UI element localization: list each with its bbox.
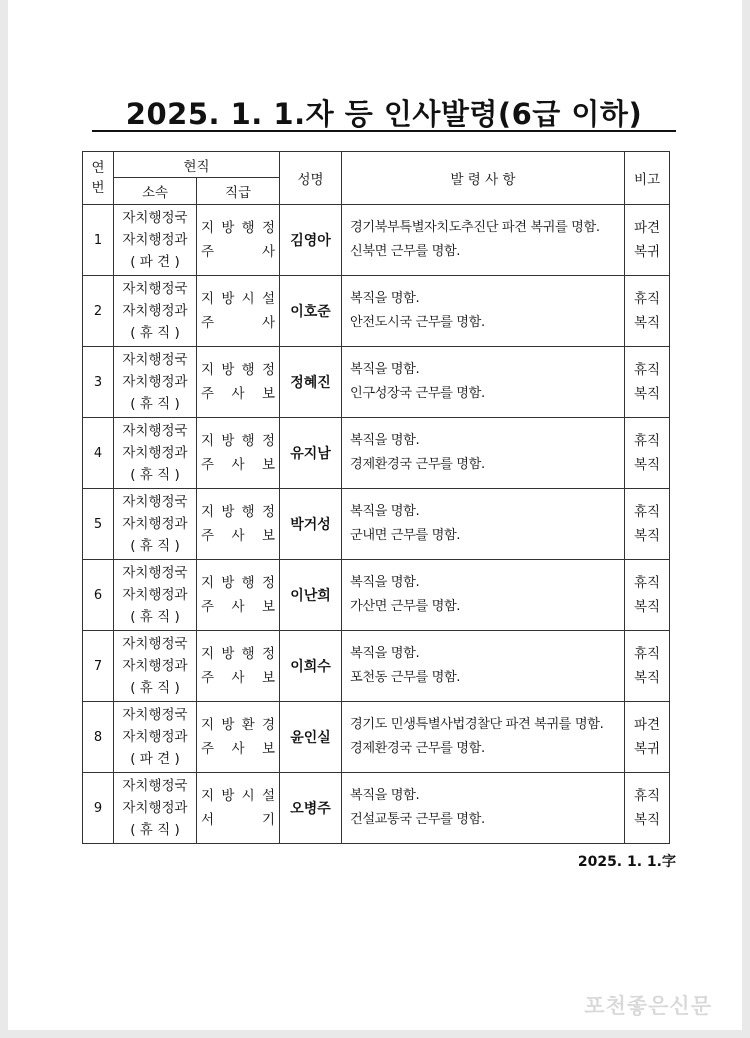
row-rank xyxy=(197,773,280,844)
dept-division: 자치행정과 xyxy=(122,729,188,745)
rank-char: 보 xyxy=(261,386,275,402)
rank-line-2 xyxy=(201,453,275,477)
rank-char: 행 xyxy=(241,504,255,520)
row-number: 1 xyxy=(83,205,114,276)
rank-char: 사 xyxy=(261,315,275,331)
rank-char: 방 xyxy=(221,362,235,378)
row-number: 3 xyxy=(83,347,114,418)
rank-line-2 xyxy=(201,737,275,761)
row-rank xyxy=(197,276,280,347)
rank-char: 주 xyxy=(201,741,215,757)
rank-char: 주 xyxy=(201,670,215,686)
rank-char: 방 xyxy=(221,788,235,804)
rank-char: 사 xyxy=(231,599,245,615)
dept-bureau: 자치행정국 xyxy=(122,281,188,297)
rank-char: 주 xyxy=(201,599,215,615)
dept-bureau: 자치행정국 xyxy=(122,494,188,510)
detail-line-2: 경제환경국 근무를 명함. xyxy=(350,457,485,472)
header-dept: 소속 xyxy=(114,178,197,205)
rank-char: 정 xyxy=(261,575,275,591)
dept-division: 자치행정과 xyxy=(122,445,188,461)
rank-line-2 xyxy=(201,808,275,832)
rank-char: 지 xyxy=(201,504,215,520)
note-line-1: 휴직 xyxy=(633,646,661,662)
rank-line-1 xyxy=(201,287,275,311)
note-line-1: 파견 xyxy=(633,717,661,733)
rank-char: 설 xyxy=(261,788,275,804)
rank-char: 보 xyxy=(261,457,275,473)
rank-char: 정 xyxy=(261,646,275,662)
row-name: 이희수 xyxy=(280,631,342,702)
rank-char: 방 xyxy=(221,504,235,520)
row-dept xyxy=(114,489,197,560)
detail-line-1: 경기도 민생특별사법경찰단 파견 복귀를 명함. xyxy=(350,717,604,732)
rank-char: 지 xyxy=(201,433,215,449)
row-number: 2 xyxy=(83,276,114,347)
rank-char: 정 xyxy=(261,433,275,449)
dept-status: ( 휴 직 ) xyxy=(130,538,180,554)
note-line-1: 휴직 xyxy=(633,291,661,307)
detail-line-2: 경제환경국 근무를 명함. xyxy=(350,741,485,756)
rank-char: 보 xyxy=(261,528,275,544)
row-note xyxy=(625,418,670,489)
rank-char: 시 xyxy=(241,788,255,804)
rank-char: 사 xyxy=(231,670,245,686)
header-no xyxy=(83,152,114,205)
rank-line-2 xyxy=(201,595,275,619)
dept-status: ( 파 견 ) xyxy=(130,254,180,270)
dept-division: 자치행정과 xyxy=(122,303,188,319)
note-line-2: 복직 xyxy=(633,670,661,686)
row-name: 윤인실 xyxy=(280,702,342,773)
row-details xyxy=(342,702,625,773)
rank-char: 서 xyxy=(201,812,215,828)
footer-date: 2025. 1. 1.字 xyxy=(577,854,676,870)
table-row xyxy=(83,347,670,418)
row-note xyxy=(625,276,670,347)
watermark-logo: 포천좋은신문 xyxy=(584,994,712,1018)
detail-line-2: 포천동 근무를 명함. xyxy=(350,670,461,685)
rank-line-1 xyxy=(201,429,275,453)
detail-line-1: 복직을 명함. xyxy=(350,362,420,377)
rank-char: 주 xyxy=(201,457,215,473)
row-note xyxy=(625,631,670,702)
dept-division: 자치행정과 xyxy=(122,232,188,248)
rank-char: 방 xyxy=(221,717,235,733)
row-name: 김영아 xyxy=(280,205,342,276)
dept-division: 자치행정과 xyxy=(122,516,188,532)
row-name: 이난희 xyxy=(280,560,342,631)
table-row xyxy=(83,631,670,702)
dept-bureau: 자치행정국 xyxy=(122,565,188,581)
note-line-1: 휴직 xyxy=(633,362,661,378)
rank-line-1 xyxy=(201,571,275,595)
rank-char: 경 xyxy=(261,717,275,733)
rank-line-1 xyxy=(201,358,275,382)
rank-char: 사 xyxy=(261,244,275,260)
note-line-1: 휴직 xyxy=(633,504,661,520)
row-dept xyxy=(114,560,197,631)
row-number: 9 xyxy=(83,773,114,844)
header-current: 현직 xyxy=(114,152,280,178)
row-name: 박거성 xyxy=(280,489,342,560)
table-row xyxy=(83,276,670,347)
row-details xyxy=(342,489,625,560)
note-line-1: 파견 xyxy=(633,220,661,236)
row-name: 이호준 xyxy=(280,276,342,347)
header-rank: 직급 xyxy=(197,178,280,205)
rank-line-2 xyxy=(201,311,275,335)
table-row xyxy=(83,773,670,844)
row-name: 정혜진 xyxy=(280,347,342,418)
row-details xyxy=(342,560,625,631)
rank-char: 지 xyxy=(201,291,215,307)
dept-bureau: 자치행정국 xyxy=(122,210,188,226)
note-line-1: 휴직 xyxy=(633,788,661,804)
detail-line-1: 복직을 명함. xyxy=(350,291,420,306)
rank-char: 주 xyxy=(201,315,215,331)
row-dept xyxy=(114,773,197,844)
note-line-2: 복직 xyxy=(633,457,661,473)
rank-char: 주 xyxy=(201,386,215,402)
detail-line-2: 인구성장국 근무를 명함. xyxy=(350,386,485,401)
row-details xyxy=(342,773,625,844)
row-name: 오병주 xyxy=(280,773,342,844)
rank-char: 지 xyxy=(201,362,215,378)
rank-char: 사 xyxy=(231,386,245,402)
rank-char: 사 xyxy=(231,741,245,757)
dept-status: ( 파 견 ) xyxy=(130,751,180,767)
page-title: 2025. 1. 1.자 등 인사발령(6급 이하) xyxy=(125,97,643,131)
rank-char: 정 xyxy=(261,220,275,236)
header-no-text: 연번 xyxy=(91,160,105,196)
detail-line-1: 복직을 명함. xyxy=(350,575,420,590)
row-note xyxy=(625,347,670,418)
row-number: 7 xyxy=(83,631,114,702)
detail-line-2: 군내면 근무를 명함. xyxy=(350,528,461,543)
rank-char: 행 xyxy=(241,433,255,449)
rank-char: 사 xyxy=(231,457,245,473)
row-note xyxy=(625,702,670,773)
rank-char: 설 xyxy=(261,291,275,307)
dept-division: 자치행정과 xyxy=(122,374,188,390)
detail-line-2: 건설교통국 근무를 명함. xyxy=(350,812,485,827)
rank-char: 지 xyxy=(201,646,215,662)
dept-status: ( 휴 직 ) xyxy=(130,822,180,838)
rank-char: 보 xyxy=(261,599,275,615)
detail-line-1: 복직을 명함. xyxy=(350,433,420,448)
note-line-2: 복직 xyxy=(633,599,661,615)
note-line-2: 복직 xyxy=(633,386,661,402)
row-dept xyxy=(114,418,197,489)
rank-line-2 xyxy=(201,666,275,690)
row-dept xyxy=(114,276,197,347)
detail-line-2: 가산면 근무를 명함. xyxy=(350,599,461,614)
dept-bureau: 자치행정국 xyxy=(122,423,188,439)
rank-char: 보 xyxy=(261,670,275,686)
row-number: 6 xyxy=(83,560,114,631)
rank-char: 방 xyxy=(221,220,235,236)
rank-char: 방 xyxy=(221,646,235,662)
note-line-2: 복귀 xyxy=(633,741,661,757)
table-row xyxy=(83,205,670,276)
row-rank xyxy=(197,631,280,702)
dept-status: ( 휴 직 ) xyxy=(130,467,180,483)
note-line-2: 복직 xyxy=(633,315,661,331)
table-row xyxy=(83,489,670,560)
dept-status: ( 휴 직 ) xyxy=(130,325,180,341)
row-note xyxy=(625,205,670,276)
dept-bureau: 자치행정국 xyxy=(122,707,188,723)
row-dept xyxy=(114,347,197,418)
title-underline xyxy=(92,130,676,132)
rank-char: 지 xyxy=(201,220,215,236)
dept-status: ( 휴 직 ) xyxy=(130,609,180,625)
row-number: 8 xyxy=(83,702,114,773)
rank-char: 보 xyxy=(261,741,275,757)
header-note: 비고 xyxy=(625,152,670,205)
rank-line-2 xyxy=(201,240,275,264)
rank-char: 기 xyxy=(261,812,275,828)
row-details xyxy=(342,276,625,347)
rank-char: 방 xyxy=(221,433,235,449)
rank-char: 행 xyxy=(241,362,255,378)
note-line-1: 휴직 xyxy=(633,433,661,449)
row-rank xyxy=(197,702,280,773)
rank-line-1 xyxy=(201,713,275,737)
table-row xyxy=(83,702,670,773)
row-rank xyxy=(197,347,280,418)
row-dept xyxy=(114,702,197,773)
rank-char: 방 xyxy=(221,575,235,591)
rank-char: 지 xyxy=(201,788,215,804)
rank-char: 행 xyxy=(241,646,255,662)
detail-line-1: 복직을 명함. xyxy=(350,504,420,519)
row-note xyxy=(625,489,670,560)
detail-line-1: 복직을 명함. xyxy=(350,646,420,661)
rank-char: 방 xyxy=(221,291,235,307)
dept-division: 자치행정과 xyxy=(122,800,188,816)
row-dept xyxy=(114,205,197,276)
note-line-1: 휴직 xyxy=(633,575,661,591)
rank-char: 정 xyxy=(261,362,275,378)
header-name: 성명 xyxy=(280,152,342,205)
dept-bureau: 자치행정국 xyxy=(122,636,188,652)
row-number: 4 xyxy=(83,418,114,489)
note-line-2: 복직 xyxy=(633,812,661,828)
rank-char: 행 xyxy=(241,220,255,236)
detail-line-1: 복직을 명함. xyxy=(350,788,420,803)
rank-char: 정 xyxy=(261,504,275,520)
row-rank xyxy=(197,560,280,631)
rank-char: 행 xyxy=(241,575,255,591)
dept-division: 자치행정과 xyxy=(122,658,188,674)
rank-char: 시 xyxy=(241,291,255,307)
rank-line-1 xyxy=(201,216,275,240)
rank-line-2 xyxy=(201,382,275,406)
row-note xyxy=(625,773,670,844)
row-details xyxy=(342,347,625,418)
table-row xyxy=(83,560,670,631)
detail-line-2: 신북면 근무를 명함. xyxy=(350,244,461,259)
rank-line-1 xyxy=(201,642,275,666)
row-details xyxy=(342,631,625,702)
row-rank xyxy=(197,489,280,560)
detail-line-1: 경기북부특별자치도추진단 파견 복귀를 명함. xyxy=(350,220,600,235)
table-row xyxy=(83,418,670,489)
detail-line-2: 안전도시국 근무를 명함. xyxy=(350,315,485,330)
appointment-table xyxy=(82,151,670,844)
rank-char: 환 xyxy=(241,717,255,733)
rank-char: 주 xyxy=(201,244,215,260)
row-details xyxy=(342,205,625,276)
header-details: 발 령 사 항 xyxy=(342,152,625,205)
dept-bureau: 자치행정국 xyxy=(122,778,188,794)
dept-bureau: 자치행정국 xyxy=(122,352,188,368)
row-number: 5 xyxy=(83,489,114,560)
rank-line-1 xyxy=(201,784,275,808)
dept-status: ( 휴 직 ) xyxy=(130,680,180,696)
rank-line-1 xyxy=(201,500,275,524)
rank-char: 주 xyxy=(201,528,215,544)
rank-char: 지 xyxy=(201,717,215,733)
note-line-2: 복직 xyxy=(633,528,661,544)
row-name: 유지남 xyxy=(280,418,342,489)
note-line-2: 복귀 xyxy=(633,244,661,260)
rank-char: 지 xyxy=(201,575,215,591)
rank-line-2 xyxy=(201,524,275,548)
row-rank xyxy=(197,205,280,276)
row-dept xyxy=(114,631,197,702)
dept-division: 자치행정과 xyxy=(122,587,188,603)
row-note xyxy=(625,560,670,631)
row-details xyxy=(342,418,625,489)
dept-status: ( 휴 직 ) xyxy=(130,396,180,412)
rank-char: 사 xyxy=(231,528,245,544)
row-rank xyxy=(197,418,280,489)
